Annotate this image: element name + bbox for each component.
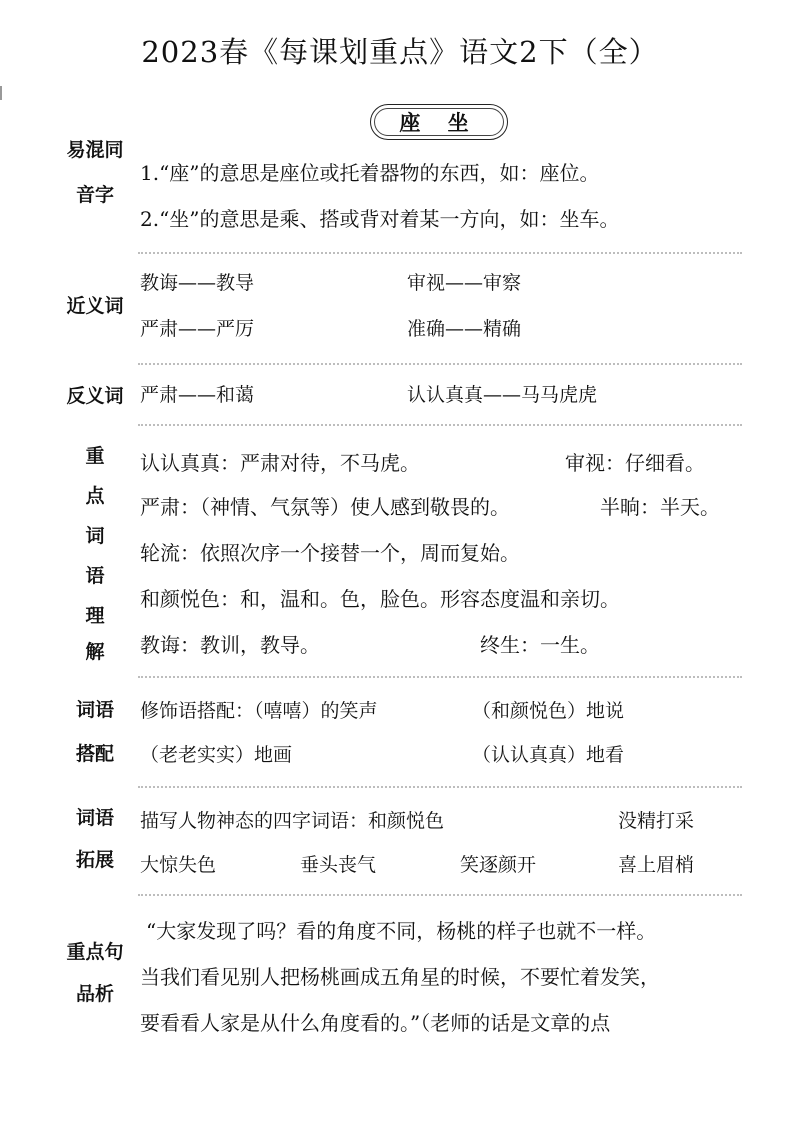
extension-word-5: 喜上眉梢: [618, 854, 695, 876]
extension-intro: 描写人物神态的四字词语：和颜悦色: [140, 810, 445, 832]
extension-label-2: 拓展: [75, 849, 114, 871]
divider: [138, 252, 742, 254]
page-title: 2023春《每课划重点》语文2下（全）: [141, 35, 659, 69]
key-word-line-2b: 半晌：半天。: [600, 495, 720, 519]
collocation-item-4: （认认真真）地看: [472, 744, 625, 766]
key-sentence-label-2: 品析: [75, 983, 114, 1005]
collocation-item-2: （和颜悦色）地说: [472, 700, 625, 722]
key-words-label-char-6: 解: [85, 641, 105, 663]
synonym-pair-4: 准确——精确: [407, 318, 522, 340]
homophones-line-2: 2.“坐”的意思是乘、搭或背对着某一方向，如：坐车。: [140, 207, 620, 231]
divider: [138, 786, 742, 788]
homophones-line-1: 1.“座”的意思是座位或托着器物的东西，如：座位。: [140, 161, 600, 185]
antonym-pair-2: 认认真真——马马虎虎: [407, 384, 598, 406]
key-sentence-line-3: 要看看人家是从什么角度看的。”（老师的话是文章的点: [140, 1011, 611, 1035]
key-words-label-char-5: 理: [85, 605, 105, 627]
synonym-pair-1: 教诲——教导: [140, 272, 255, 294]
topic-pill: [370, 104, 508, 140]
homophones-label-2: 音字: [75, 184, 114, 206]
divider: [138, 894, 742, 896]
synonym-pair-3: 严肃——严厉: [140, 318, 255, 340]
page-edge-mark: [0, 86, 2, 100]
collocation-item-1: 修饰语搭配：（嘻嘻）的笑声: [140, 700, 378, 722]
extension-word-3: 垂头丧气: [300, 854, 377, 876]
divider: [138, 424, 742, 426]
key-sentence-line-2: 当我们看见别人把杨桃画成五角星的时候，不要忙着发笑，: [140, 965, 660, 989]
extension-label-1: 词语: [75, 807, 114, 829]
divider: [138, 363, 742, 365]
key-words-label-char-3: 词: [85, 525, 105, 547]
synonyms-label: 近义词: [66, 295, 124, 317]
extension-word-4: 笑逐颜开: [460, 854, 537, 876]
divider: [138, 676, 742, 678]
key-word-line-2a: 严肃：（神情、气氛等）使人感到敬畏的。: [140, 495, 510, 519]
collocation-label-1: 词语: [75, 699, 114, 721]
key-word-line-3: 轮流：依照次序一个接替一个，周而复始。: [140, 541, 520, 565]
key-words-label-char-2: 点: [85, 485, 105, 507]
topic-pill-label: 座 坐: [374, 108, 504, 136]
extension-word-2: 大惊失色: [140, 854, 217, 876]
extension-word-1: 没精打采: [618, 810, 695, 832]
key-word-line-1a: 认认真真：严肃对待，不马虎。: [140, 451, 420, 475]
key-word-line-5b: 终生：一生。: [480, 633, 600, 657]
key-sentence-label-1: 重点句: [66, 941, 124, 963]
synonym-pair-2: 审视——审察: [407, 272, 522, 294]
key-word-line-1b: 审视：仔细看。: [565, 451, 705, 475]
key-word-line-4: 和颜悦色：和，温和。色，脸色。形容态度温和亲切。: [140, 587, 620, 611]
key-sentence-line-1: “大家发现了吗？看的角度不同，杨桃的样子也就不一样。: [146, 919, 657, 943]
key-word-line-5a: 教诲：教训，教导。: [140, 633, 320, 657]
antonym-pair-1: 严肃——和蔼: [140, 384, 255, 406]
collocation-label-2: 搭配: [75, 743, 114, 765]
key-words-label-char-4: 语: [85, 565, 105, 587]
key-words-label-char-1: 重: [85, 445, 105, 467]
antonyms-label: 反义词: [66, 385, 124, 407]
homophones-label-1: 易混同: [66, 139, 124, 161]
collocation-item-3: （老老实实）地画: [140, 744, 293, 766]
